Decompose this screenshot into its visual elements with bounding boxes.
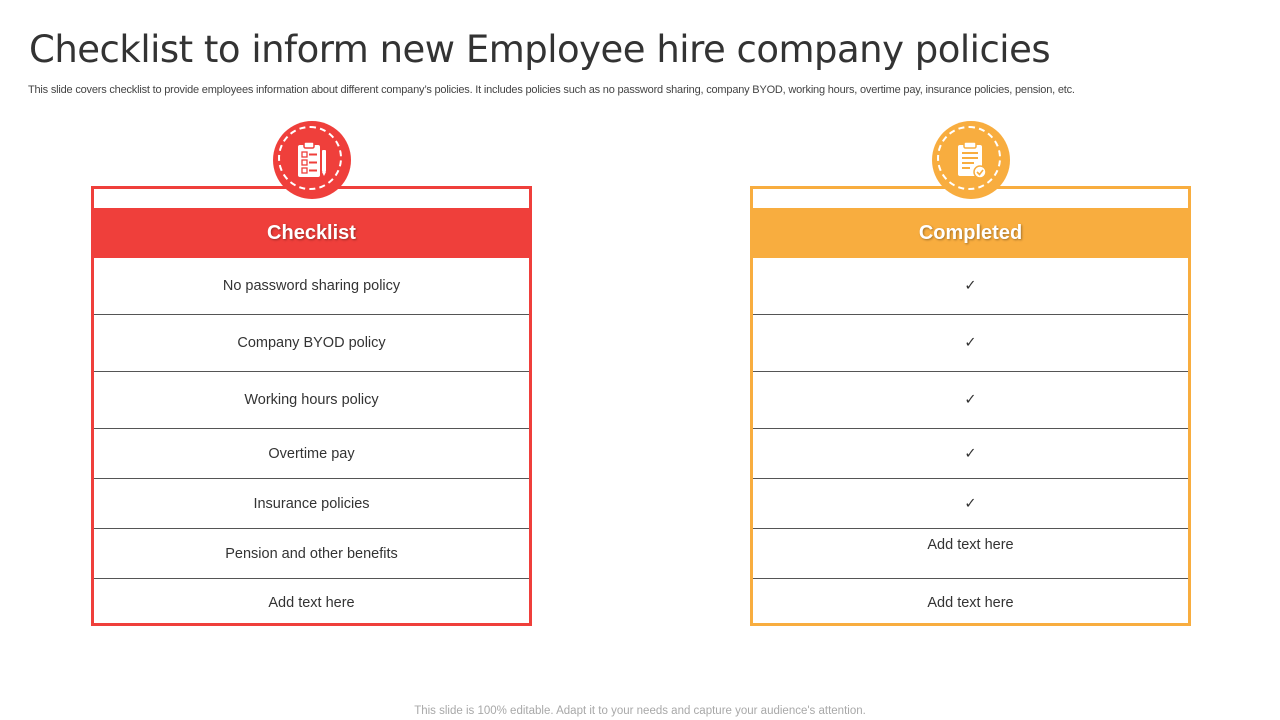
checklist-row: No password sharing policy	[222, 278, 401, 294]
checklist-card	[91, 186, 532, 626]
checklist-heading: Checklist	[93, 208, 530, 258]
completed-row: Add text here	[753, 528, 1188, 577]
completed-check-mark: ✓	[964, 278, 977, 294]
checklist-row: Pension and other benefits	[94, 528, 529, 578]
completed-check-mark: ✓	[753, 371, 1188, 428]
page-title: Checklist to inform new Employee hire company policies	[29, 28, 1051, 71]
checklist-row: Add text here	[94, 578, 529, 627]
checklist-clipboard-icon	[295, 140, 329, 180]
checklist-row: Overtime pay	[94, 428, 529, 478]
footer-note: This slide is 100% editable. Adapt it to your needs and capture your audience's attention.	[414, 705, 866, 717]
completed-row: Add text here	[753, 578, 1188, 627]
completed-card	[750, 186, 1191, 626]
completed-check-mark: ✓	[753, 428, 1188, 478]
checklist-row: Working hours policy	[94, 371, 529, 428]
clipboard-check-icon	[954, 140, 988, 180]
checklist-badge	[273, 121, 351, 199]
completed-heading: Completed	[752, 208, 1189, 258]
completed-badge	[932, 121, 1010, 199]
checklist-row: Insurance policies	[94, 478, 529, 528]
completed-check-mark: ✓	[753, 314, 1188, 371]
page-subtitle: This slide covers checklist to provide employees information about different company’s policies. It includes policies such as no password sharing, company BYOD, working hours, overtime pay, insurance policies, pension, etc.	[28, 84, 1075, 96]
checklist-row: Company BYOD policy	[94, 314, 529, 371]
completed-check-mark: ✓	[753, 478, 1188, 528]
